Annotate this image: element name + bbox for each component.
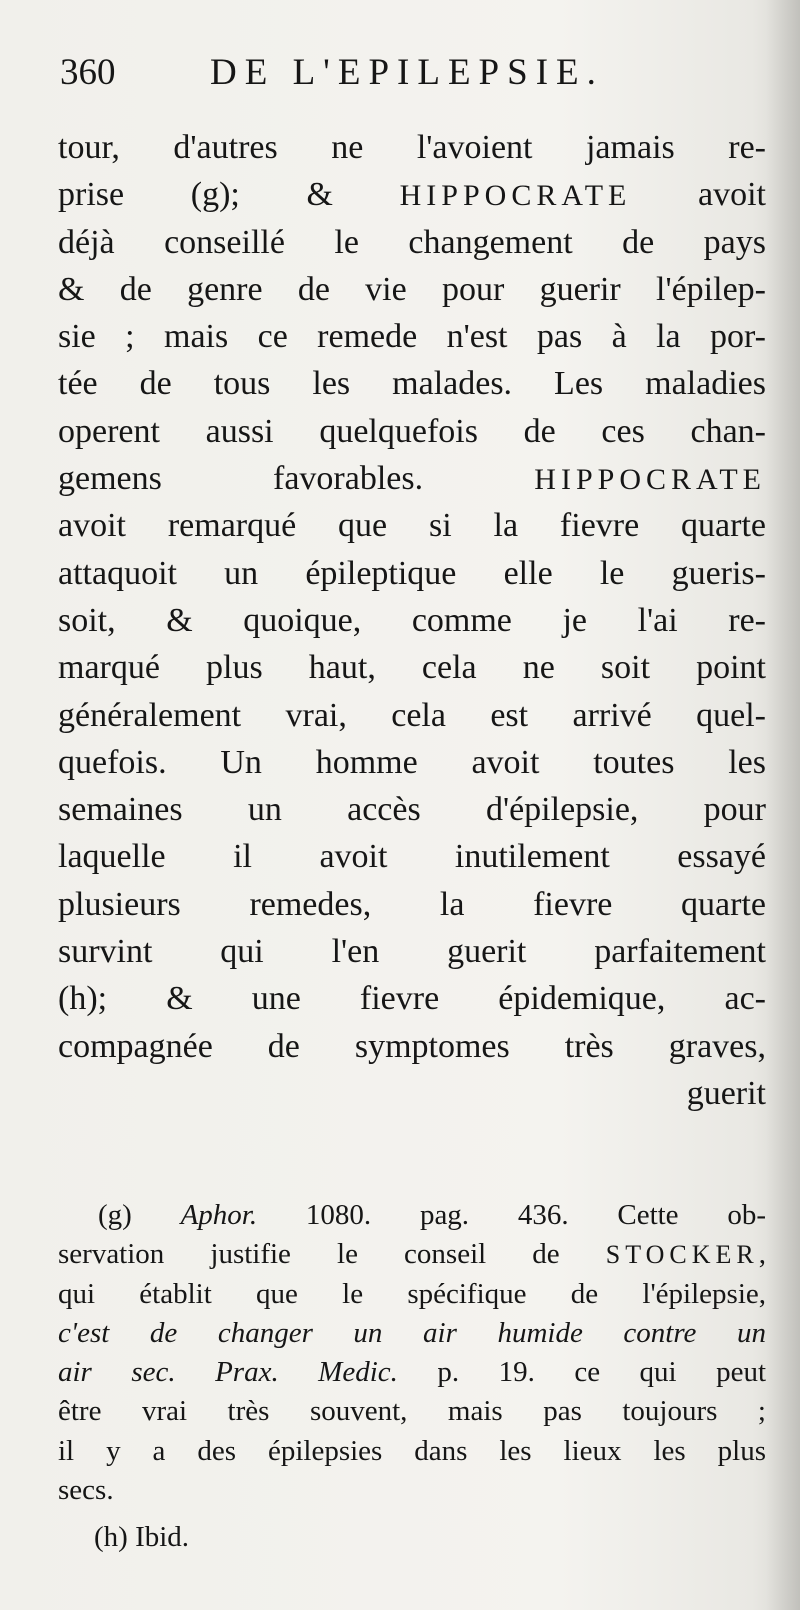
running-title: DE L'EPILEPSIE. [210, 52, 604, 93]
page-edge-shadow [766, 0, 800, 1610]
body-line [58, 739, 766, 786]
body-line [58, 644, 766, 691]
text-segment: qui établit que le spécifique de l'épilepsie, [58, 1277, 766, 1310]
text-segment: guerit [686, 1074, 766, 1112]
text-segment: il y a des épilepsies dans les lieux les plus [58, 1434, 766, 1467]
text-segment: soit, & quoique, comme je l'ai re- [58, 601, 766, 639]
body-line [58, 1070, 766, 1117]
footnote-h-text: Ibid. [135, 1521, 190, 1554]
body-line [58, 692, 766, 739]
text-segment: & de genre de vie pour guerir l'épilep- [58, 270, 766, 308]
footnote-line [58, 1432, 766, 1471]
text-segment: semaines un accès d'épilepsie, pour [58, 791, 766, 829]
text-segment: HIPPOCRATE [534, 463, 766, 497]
running-head [60, 48, 760, 98]
body-line [58, 360, 766, 407]
footnote-g [58, 1196, 766, 1510]
page-number: 360 [60, 52, 116, 93]
body-line [58, 975, 766, 1022]
footnote-line [58, 1314, 766, 1353]
text-segment: (h); & une fievre épidemique, ac- [58, 980, 766, 1018]
text-segment: tour, d'autres ne l'avoient jamais re- [58, 129, 766, 166]
body-line [58, 786, 766, 833]
text-segment: Aphor. [180, 1199, 258, 1231]
text-segment: généralement vrai, cela est arrivé quel- [58, 696, 766, 734]
text-segment: attaquoit un épileptique elle le gueris- [58, 554, 766, 592]
text-segment: prise (g); & [58, 176, 400, 214]
body-line [58, 1023, 766, 1070]
text-segment: plusieurs remedes, la fievre quarte [58, 885, 766, 923]
text-segment: , [758, 1238, 766, 1271]
text-segment: avoit [631, 176, 766, 214]
text-segment: compagnée de symptomes très graves, [58, 1027, 766, 1065]
body-line [58, 597, 766, 644]
text-segment: servation justifie le conseil de [58, 1238, 606, 1271]
body-line [58, 928, 766, 975]
text-segment: (g) [98, 1199, 181, 1231]
text-segment: c'est de changer un air humide contre un [58, 1316, 766, 1349]
body-line [58, 124, 766, 171]
body-line [58, 502, 766, 549]
text-segment: être vrai très souvent, mais pas toujours ; [58, 1395, 766, 1428]
footnotes [58, 1196, 766, 1558]
body-line [58, 833, 766, 880]
text-segment: secs. [58, 1474, 114, 1507]
text-segment: déjà conseillé le changement de pays [58, 223, 766, 261]
text-segment: laquelle il avoit inutilement essayé [58, 838, 766, 876]
text-segment: operent aussi quelquefois de ces chan- [58, 412, 766, 450]
footnote-line [58, 1392, 766, 1431]
body-line [58, 171, 766, 218]
body-line [58, 219, 766, 266]
footnote-line [58, 1275, 766, 1314]
body-line [58, 266, 766, 313]
text-segment: gemens favorables. [58, 460, 535, 498]
footnote-h [58, 1518, 766, 1557]
footnote-line [58, 1471, 766, 1510]
text-segment: sie ; mais ce remede n'est pas à la por- [58, 318, 766, 356]
body-line [58, 455, 766, 502]
text-segment: HIPPOCRATE [399, 179, 632, 213]
text-segment: air sec. Prax. Medic. [58, 1356, 398, 1389]
text-segment: STOCKER [605, 1240, 759, 1270]
text-segment: survint qui l'en guerit parfaitement [58, 933, 766, 971]
body-text [58, 124, 766, 1117]
footnote-line [58, 1235, 766, 1274]
text-segment: 1080. pag. 436. Cette ob- [257, 1199, 766, 1231]
text-segment: quefois. Un homme avoit toutes les [58, 743, 766, 781]
text-segment: p. 19. ce qui peut [397, 1356, 767, 1389]
body-line [58, 881, 766, 928]
text-segment: avoit remarqué que si la fievre quarte [58, 507, 766, 545]
footnote-line [58, 1196, 766, 1235]
body-line [58, 313, 766, 360]
text-segment: marqué plus haut, cela ne soit point [58, 649, 766, 687]
body-line [58, 408, 766, 455]
text-segment: tée de tous les malades. Les maladies [58, 365, 766, 403]
footnote-line [58, 1353, 766, 1392]
body-line [58, 550, 766, 597]
footnote-h-marker: (h) [94, 1521, 128, 1554]
